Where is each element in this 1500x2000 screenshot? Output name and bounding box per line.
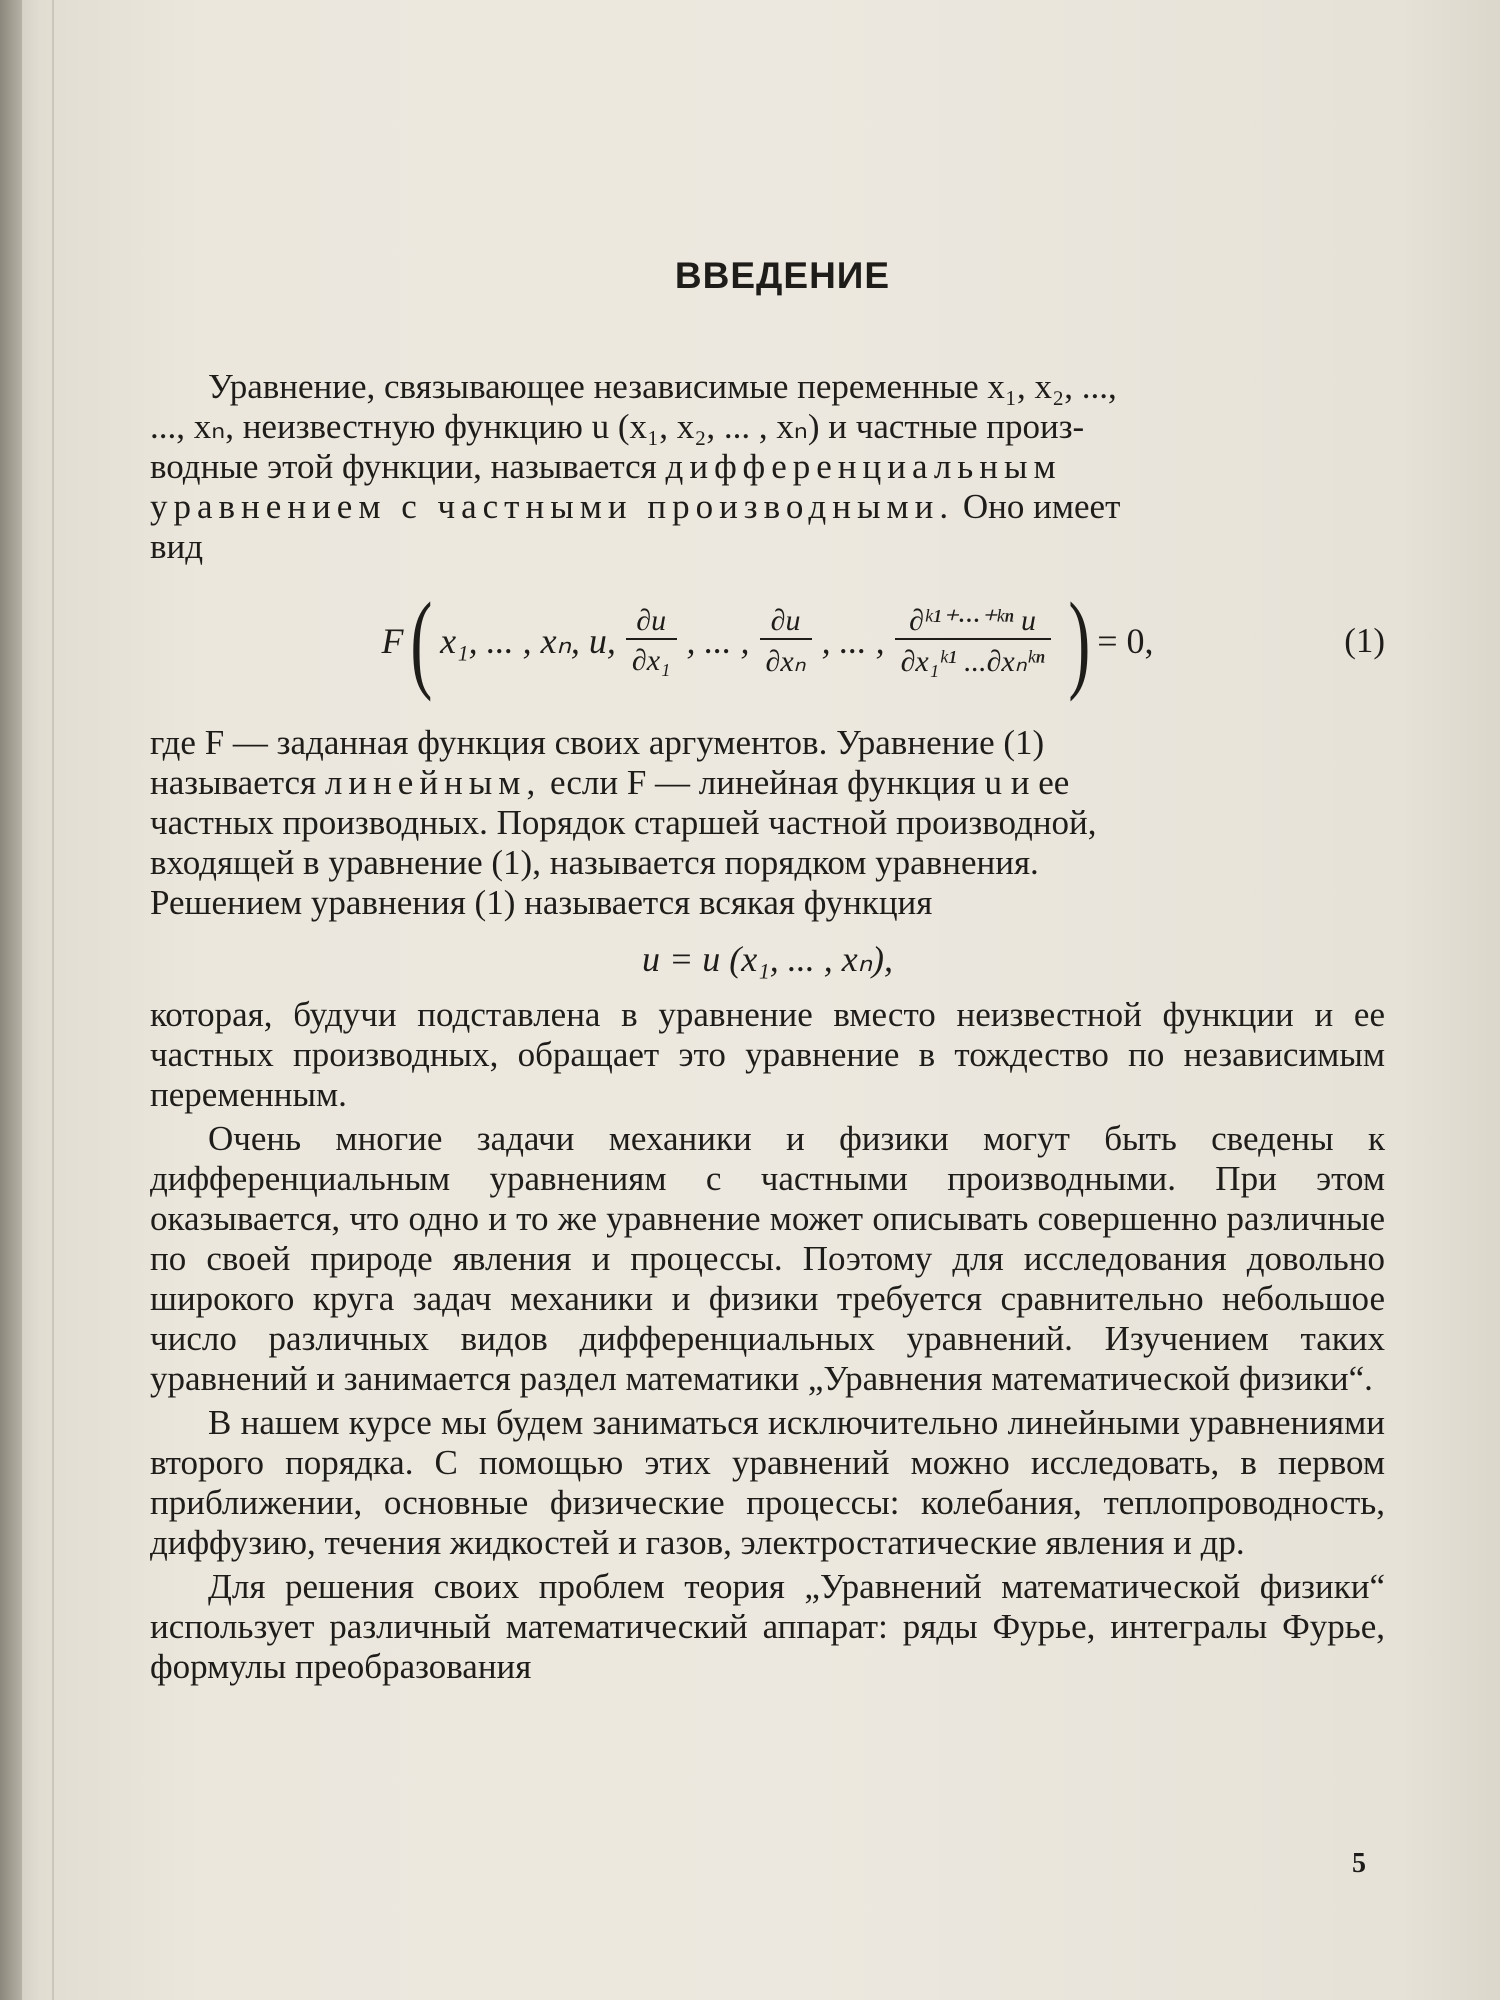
para1-line4-tail: Оно имеет [954, 487, 1121, 526]
frac3-numerator: ∂ᵏ¹⁺···⁺ᵏⁿ u [909, 604, 1036, 637]
eq1-rhs: = 0, [1097, 621, 1154, 661]
para2-line5: Решением уравнения (1) называется всякая функция [150, 883, 933, 922]
paragraph-6: Для решения своих проблем теория „Уравнений математической физики“ использует различный математический аппарат: ряды Фурье, интегралы Фурье, формулы преобразования [150, 1567, 1385, 1686]
solution-formula: u = u (x₁, ... , xₙ), [641, 939, 894, 979]
page-edge [52, 0, 54, 2000]
eq1-fraction-3 [895, 603, 1051, 679]
paragraph-4: Очень многие задачи механики и физики могут быть сведены к дифференциальным уравнениям с частными производными. При этом оказывается, что одно и то же уравнение может описывать совершенно различные по своей природе явления и процессы. Поэтому для исследования довольно широкого круга задач механики и физики требуется сравнительно небольшое число различных видов дифференциальных уравнений. Изучением таких уравнений и занимается раздел математики „Уравнения математической физики“. [150, 1119, 1385, 1398]
term-pde: уравнением с частными производными. [150, 487, 955, 526]
para1-line2: ..., xₙ, неизвестную функцию u (x₁, x₂, ... , xₙ) и частные произ- [150, 407, 1085, 446]
para1-line5: вид [150, 527, 204, 566]
para1-line1: Уравнение, связывающее независимые переменные x₁, x₂, ..., [208, 367, 1117, 406]
term-differential: дифференциальным [665, 447, 1062, 486]
page-title: ВВЕДЕНИЕ [674, 255, 891, 296]
equation-number: (1) [1344, 621, 1385, 660]
paragraph-1 [150, 367, 1385, 567]
frac1-numerator: ∂u [636, 604, 667, 637]
term-linear: линейным, [324, 763, 542, 802]
eq1-F: F [381, 621, 404, 661]
frac1-denominator: ∂x₁ [626, 638, 677, 678]
para2-line2c: если F — линейная функция u и ее [541, 763, 1070, 802]
eq1-left-paren: ( [410, 580, 433, 702]
para2-line2a: называется [150, 763, 325, 802]
eq1-args: x₁, ... , xₙ, u, [440, 621, 616, 661]
para2-line1: где F — заданная функция своих аргументов. Уравнение (1) [150, 723, 1045, 762]
para2-line4: входящей в уравнение (1), называется порядком уравнения. [150, 843, 1039, 882]
page-text [150, 255, 1385, 1687]
paragraph-3: которая, будучи подставлена в уравнение вместо неизвестной функции и ее частных производных, обращает это уравнение в тождество по независимым переменным. [150, 995, 1385, 1114]
eq1-fraction-2 [760, 604, 812, 679]
para1-line3: водные этой функции, называется [150, 447, 666, 486]
paragraph-2 [150, 723, 1385, 923]
eq1-sep-2: , ... , [821, 621, 885, 661]
eq1-sep-1: , ... , [686, 621, 750, 661]
frac2-denominator: ∂xₙ [760, 638, 812, 679]
book-spine [0, 0, 22, 2000]
para2-line3: частных производных. Порядок старшей частной производной, [150, 803, 1097, 842]
equation-1 [150, 581, 1385, 701]
frac3-denominator: ∂x₁ᵏ¹ ...∂xₙᵏⁿ [895, 638, 1051, 679]
paragraph-5: В нашем курсе мы будем заниматься исключительно линейными уравнениями второго порядка. С помощью этих уравнений можно исследовать, в первом приближении, основные физические процессы: колебания, теплопроводность, диффузию, течения жидкостей и газов, электростатические явления и др. [150, 1403, 1385, 1562]
eq1-right-paren: ) [1067, 580, 1090, 702]
frac2-numerator: ∂u [770, 603, 801, 637]
page-number: 5 [1352, 1848, 1366, 1879]
eq1-fraction-1 [626, 604, 677, 678]
